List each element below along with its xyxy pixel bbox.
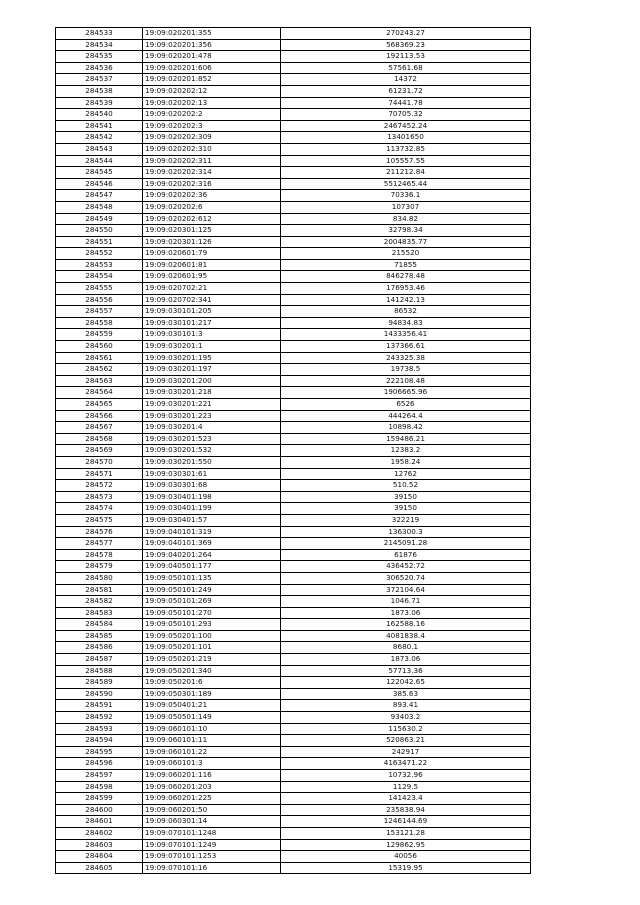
row-number-cell: 284598 — [56, 781, 143, 793]
row-number-cell: 284551 — [56, 236, 143, 248]
value-cell: 10732.96 — [281, 770, 531, 782]
value-cell: 372104.64 — [281, 584, 531, 596]
value-cell: 1906665.96 — [281, 387, 531, 399]
row-number-cell: 284568 — [56, 433, 143, 445]
table-row — [56, 572, 530, 584]
row-number-cell: 284539 — [56, 97, 143, 109]
value-cell: 13401650 — [281, 132, 531, 144]
cadastral-number-cell: 19:09:020201:606 — [143, 62, 281, 74]
cadastral-number-cell: 19:09:030301:61 — [143, 468, 281, 480]
cadastral-number-cell: 19:09:030201:523 — [143, 433, 281, 445]
table-row — [56, 399, 530, 411]
row-number-cell: 284534 — [56, 39, 143, 51]
table-row — [56, 827, 530, 839]
row-number-cell: 284544 — [56, 155, 143, 167]
row-number-cell: 284533 — [56, 28, 143, 39]
table-row — [56, 816, 530, 828]
value-cell: 141242.13 — [281, 294, 531, 306]
row-number-cell: 284584 — [56, 619, 143, 631]
value-cell: 32798.34 — [281, 225, 531, 237]
value-cell: 61876 — [281, 549, 531, 561]
cadastral-number-cell: 19:09:030401:57 — [143, 514, 281, 526]
cadastral-number-cell: 19:09:050101:135 — [143, 572, 281, 584]
value-cell: 444264.4 — [281, 410, 531, 422]
cadastral-number-cell: 19:09:030201:532 — [143, 445, 281, 457]
row-number-cell: 284535 — [56, 51, 143, 63]
value-cell: 1433356.41 — [281, 329, 531, 341]
cadastral-number-cell: 19:09:020202:13 — [143, 97, 281, 109]
cadastral-number-cell: 19:09:020202:2 — [143, 109, 281, 121]
value-cell: 14372 — [281, 74, 531, 86]
table-row — [56, 225, 530, 237]
value-cell: 137366.61 — [281, 341, 531, 353]
row-number-cell: 284591 — [56, 700, 143, 712]
table-row — [56, 352, 530, 364]
row-number-cell: 284565 — [56, 399, 143, 411]
value-cell: 40056 — [281, 851, 531, 863]
cadastral-number-cell: 19:09:030301:68 — [143, 480, 281, 492]
cadastral-number-cell: 19:09:050301:189 — [143, 688, 281, 700]
value-cell: 568369.23 — [281, 39, 531, 51]
table-row — [56, 723, 530, 735]
table-row — [56, 167, 530, 179]
value-cell: 12762 — [281, 468, 531, 480]
row-number-cell: 284590 — [56, 688, 143, 700]
value-cell: 270243.27 — [281, 28, 531, 39]
cadastral-number-cell: 19:09:030201:223 — [143, 410, 281, 422]
table-row — [56, 433, 530, 445]
value-cell: 510.52 — [281, 480, 531, 492]
value-cell: 211212.84 — [281, 167, 531, 179]
row-number-cell: 284550 — [56, 225, 143, 237]
cadastral-number-cell: 19:09:020201:478 — [143, 51, 281, 63]
value-cell: 176953.46 — [281, 283, 531, 295]
table-row — [56, 538, 530, 550]
value-cell: 105557.55 — [281, 155, 531, 167]
table-row — [56, 700, 530, 712]
row-number-cell: 284575 — [56, 514, 143, 526]
cadastral-number-cell: 19:09:020201:355 — [143, 28, 281, 39]
value-cell: 222108.48 — [281, 375, 531, 387]
cadastral-number-cell: 19:09:050201:6 — [143, 677, 281, 689]
row-number-cell: 284586 — [56, 642, 143, 654]
cadastral-number-cell: 19:09:020202:612 — [143, 213, 281, 225]
cadastral-number-cell: 19:09:020202:36 — [143, 190, 281, 202]
data-table — [56, 28, 530, 873]
row-number-cell: 284589 — [56, 677, 143, 689]
value-cell: 2145091.28 — [281, 538, 531, 550]
table-row — [56, 410, 530, 422]
value-cell: 71855 — [281, 259, 531, 271]
table-row — [56, 329, 530, 341]
row-number-cell: 284563 — [56, 375, 143, 387]
value-cell: 192113.53 — [281, 51, 531, 63]
cadastral-number-cell: 19:09:020202:6 — [143, 201, 281, 213]
row-number-cell: 284573 — [56, 491, 143, 503]
table-row — [56, 735, 530, 747]
table-row — [56, 654, 530, 666]
table-row — [56, 491, 530, 503]
row-number-cell: 284577 — [56, 538, 143, 550]
row-number-cell: 284580 — [56, 572, 143, 584]
table-row — [56, 294, 530, 306]
table-row — [56, 364, 530, 376]
table-row — [56, 143, 530, 155]
table-row — [56, 445, 530, 457]
value-cell: 834.82 — [281, 213, 531, 225]
cadastral-number-cell: 19:09:060201:203 — [143, 781, 281, 793]
row-number-cell: 284579 — [56, 561, 143, 573]
table-row — [56, 317, 530, 329]
cadastral-number-cell: 19:09:040501:177 — [143, 561, 281, 573]
table-row — [56, 839, 530, 851]
value-cell: 141423.4 — [281, 793, 531, 805]
value-cell: 520863.21 — [281, 735, 531, 747]
cadastral-number-cell: 19:09:030201:200 — [143, 375, 281, 387]
value-cell: 2004835.77 — [281, 236, 531, 248]
cadastral-number-cell: 19:09:040101:319 — [143, 526, 281, 538]
table-row — [56, 51, 530, 63]
value-cell: 15319.95 — [388, 862, 423, 872]
row-number-cell: 284547 — [56, 190, 143, 202]
value-cell: 153121.28 — [281, 827, 531, 839]
table-row — [56, 97, 530, 109]
row-number-cell: 284569 — [56, 445, 143, 457]
value-cell: 107307 — [281, 201, 531, 213]
row-number-cell: 284556 — [56, 294, 143, 306]
table-row — [56, 341, 530, 353]
table-row — [56, 190, 530, 202]
value-cell: 242917 — [281, 746, 531, 758]
table-row — [56, 271, 530, 283]
table-row — [56, 28, 530, 39]
table-row — [56, 526, 530, 538]
cadastral-number-cell: 19:09:030201:221 — [143, 399, 281, 411]
value-cell: 385.63 — [281, 688, 531, 700]
table-row — [56, 132, 530, 144]
value-cell: 39150 — [281, 503, 531, 515]
cadastral-number-cell: 19:09:030201:1 — [143, 341, 281, 353]
cadastral-number-cell: 19:09:060101:10 — [143, 723, 281, 735]
value-cell: 4081838.4 — [281, 630, 531, 642]
value-cell: 322219 — [281, 514, 531, 526]
cadastral-number-cell: 19:09:030101:3 — [143, 329, 281, 341]
row-number-cell: 284578 — [56, 549, 143, 561]
cadastral-number-cell: 19:09:030201:550 — [143, 456, 281, 468]
table-row — [56, 804, 530, 816]
value-cell: 1246144.69 — [281, 816, 531, 828]
table-row — [56, 758, 530, 770]
cadastral-number-cell: 19:09:020202:309 — [143, 132, 281, 144]
value-cell: 436452.72 — [281, 561, 531, 573]
value-cell: 2467452.24 — [281, 120, 531, 132]
cadastral-number-cell: 19:09:070101:1248 — [143, 827, 281, 839]
table-row — [56, 688, 530, 700]
value-cell: 136300.3 — [281, 526, 531, 538]
cadastral-number-cell: 19:09:020601:95 — [143, 271, 281, 283]
row-number-cell: 284536 — [56, 62, 143, 74]
cadastral-number-cell: 19:09:020601:79 — [143, 248, 281, 260]
row-number-cell: 284552 — [56, 248, 143, 260]
cadastral-number-cell: 19:09:050101:270 — [143, 607, 281, 619]
row-number-cell: 284605 — [56, 862, 143, 873]
cadastral-number-cell: 19:09:030201:197 — [143, 364, 281, 376]
row-number-cell: 284572 — [56, 480, 143, 492]
value-cell: 57713.36 — [281, 665, 531, 677]
row-number-cell: 284562 — [56, 364, 143, 376]
value-cell: 115630.2 — [281, 723, 531, 735]
value-cell: 1873.06 — [281, 607, 531, 619]
table-row — [56, 85, 530, 97]
row-number-cell: 284588 — [56, 665, 143, 677]
cadastral-number-cell: 19:09:050201:100 — [143, 630, 281, 642]
row-number-cell: 284555 — [56, 283, 143, 295]
table-row — [56, 259, 530, 271]
cadastral-number-cell: 19:09:060101:11 — [143, 735, 281, 747]
table-row — [56, 503, 530, 515]
cadastral-number-cell: 19:09:040101:369 — [143, 538, 281, 550]
cadastral-number-cell: 19:09:060101:22 — [143, 746, 281, 758]
cadastral-number-cell: 19:09:050201:101 — [143, 642, 281, 654]
cadastral-number-cell: 19:09:050101:249 — [143, 584, 281, 596]
cadastral-number-cell: 19:09:020702:341 — [143, 294, 281, 306]
value-cell: 122042.65 — [281, 677, 531, 689]
row-number-cell: 284537 — [56, 74, 143, 86]
row-number-cell: 284538 — [56, 85, 143, 97]
cadastral-number-cell: 19:09:020202:3 — [143, 120, 281, 132]
value-cell: 86532 — [281, 306, 531, 318]
row-number-cell: 284567 — [56, 422, 143, 434]
cadastral-number-cell: 19:09:050501:149 — [143, 712, 281, 724]
cadastral-number-cell: 19:09:060101:3 — [143, 758, 281, 770]
cadastral-number-cell: 19:09:030101:217 — [143, 317, 281, 329]
cadastral-number-cell: 19:09:020601:81 — [143, 259, 281, 271]
cadastral-number-cell: 19:09:020301:126 — [143, 236, 281, 248]
cadastral-number-cell: 19:09:020202:311 — [143, 155, 281, 167]
value-cell: 235838.94 — [281, 804, 531, 816]
value-cell: 243325.38 — [281, 352, 531, 364]
table-row — [56, 387, 530, 399]
value-cell: 12383.2 — [281, 445, 531, 457]
table-row — [56, 213, 530, 225]
table-row — [56, 851, 530, 863]
cadastral-number-cell: 19:09:020201:852 — [143, 74, 281, 86]
cadastral-number-cell: 19:09:070101:1249 — [143, 839, 281, 851]
cadastral-number-cell: 19:09:070101:16 — [143, 862, 281, 873]
cadastral-number-cell: 19:09:050201:219 — [143, 654, 281, 666]
table-row — [56, 178, 530, 190]
table-row — [56, 39, 530, 51]
table-row — [56, 74, 530, 86]
value-cell: 6526 — [281, 399, 531, 411]
table-row — [56, 584, 530, 596]
value-cell: 893.41 — [281, 700, 531, 712]
row-number-cell: 284603 — [56, 839, 143, 851]
cadastral-number-cell: 19:09:030401:199 — [143, 503, 281, 515]
cadastral-number-cell: 19:09:060201:50 — [143, 804, 281, 816]
value-cell: 10898.42 — [281, 422, 531, 434]
value-cell: 159486.21 — [281, 433, 531, 445]
row-number-cell: 284592 — [56, 712, 143, 724]
cadastral-number-cell: 19:09:020202:12 — [143, 85, 281, 97]
row-number-cell: 284549 — [56, 213, 143, 225]
cadastral-number-cell: 19:09:020202:314 — [143, 167, 281, 179]
value-cell: 61231.72 — [281, 85, 531, 97]
row-number-cell: 284587 — [56, 654, 143, 666]
cadastral-number-cell: 19:09:040201:264 — [143, 549, 281, 561]
value-cell: 74441.78 — [281, 97, 531, 109]
row-number-cell: 284561 — [56, 352, 143, 364]
table-row — [56, 781, 530, 793]
row-number-cell: 284546 — [56, 178, 143, 190]
table-row — [56, 248, 530, 260]
row-number-cell: 284540 — [56, 109, 143, 121]
table-row — [56, 596, 530, 608]
table-row — [56, 480, 530, 492]
cadastral-number-cell: 19:09:020202:310 — [143, 143, 281, 155]
value-cell: 306520.74 — [281, 572, 531, 584]
value-cell: 70336.1 — [281, 190, 531, 202]
row-number-cell: 284582 — [56, 596, 143, 608]
value-cell: 1046.71 — [281, 596, 531, 608]
cadastral-number-cell: 19:09:060201:225 — [143, 793, 281, 805]
table-row — [56, 619, 530, 631]
value-cell: 1873.06 — [281, 654, 531, 666]
row-number-cell: 284574 — [56, 503, 143, 515]
row-number-cell: 284541 — [56, 120, 143, 132]
value-cell: 93403.2 — [281, 712, 531, 724]
value-cell: 94834.83 — [281, 317, 531, 329]
table-row — [56, 201, 530, 213]
table-row — [56, 630, 530, 642]
row-number-cell: 284601 — [56, 816, 143, 828]
table-row — [56, 677, 530, 689]
table-row — [56, 514, 530, 526]
table-row — [56, 793, 530, 805]
row-number-cell: 284583 — [56, 607, 143, 619]
cadastral-number-cell: 19:09:060201:116 — [143, 770, 281, 782]
value-cell: 113732.85 — [281, 143, 531, 155]
cadastral-number-cell: 19:09:020202:316 — [143, 178, 281, 190]
row-number-cell: 284594 — [56, 735, 143, 747]
row-number-cell: 284576 — [56, 526, 143, 538]
table-row — [56, 665, 530, 677]
row-number-cell: 284558 — [56, 317, 143, 329]
value-cell: 215520 — [281, 248, 531, 260]
cadastral-number-cell: 19:09:050401:21 — [143, 700, 281, 712]
row-number-cell: 284593 — [56, 723, 143, 735]
row-number-cell: 284566 — [56, 410, 143, 422]
value-cell: 162588.16 — [281, 619, 531, 631]
table-body — [56, 28, 530, 873]
table-row — [56, 155, 530, 167]
table-row — [56, 770, 530, 782]
table-row — [56, 306, 530, 318]
row-number-cell: 284543 — [56, 143, 143, 155]
value-cell: 19738.5 — [281, 364, 531, 376]
table-row — [56, 607, 530, 619]
table-row — [56, 549, 530, 561]
value-cell: 1129.5 — [281, 781, 531, 793]
cadastral-number-cell: 19:09:020702:21 — [143, 283, 281, 295]
row-number-cell: 284557 — [56, 306, 143, 318]
table-row — [56, 468, 530, 480]
value-cell: 8680.1 — [281, 642, 531, 654]
table-row — [56, 712, 530, 724]
row-number-cell: 284542 — [56, 132, 143, 144]
cadastral-number-cell: 19:09:020301:125 — [143, 225, 281, 237]
row-number-cell: 284599 — [56, 793, 143, 805]
row-number-cell: 284600 — [56, 804, 143, 816]
value-cell: 39150 — [281, 491, 531, 503]
cadastral-number-cell: 19:09:030401:198 — [143, 491, 281, 503]
row-number-cell: 284596 — [56, 758, 143, 770]
cadastral-number-cell: 19:09:030101:205 — [143, 306, 281, 318]
cadastral-number-cell: 19:09:030201:218 — [143, 387, 281, 399]
cadastral-number-cell: 19:09:050101:293 — [143, 619, 281, 631]
value-cell: 846278.48 — [281, 271, 531, 283]
cadastral-number-cell: 19:09:020201:356 — [143, 39, 281, 51]
row-number-cell: 284560 — [56, 341, 143, 353]
value-cell: 129862.95 — [281, 839, 531, 851]
row-number-cell: 284570 — [56, 456, 143, 468]
row-number-cell: 284548 — [56, 201, 143, 213]
row-number-cell: 284545 — [56, 167, 143, 179]
table-row — [56, 746, 530, 758]
table-row — [56, 456, 530, 468]
row-number-cell: 284597 — [56, 770, 143, 782]
value-cell: 57561.68 — [281, 62, 531, 74]
table-row — [56, 283, 530, 295]
row-number-cell: 284585 — [56, 630, 143, 642]
row-number-cell: 284604 — [56, 851, 143, 863]
table-row — [56, 642, 530, 654]
cadastral-number-cell: 19:09:060301:14 — [143, 816, 281, 828]
cadastral-number-cell: 19:09:030201:195 — [143, 352, 281, 364]
row-number-cell: 284602 — [56, 827, 143, 839]
data-table-container — [55, 27, 531, 874]
table-row — [56, 862, 530, 873]
value-cell: 70705.32 — [281, 109, 531, 121]
table-row — [56, 422, 530, 434]
table-row — [56, 120, 530, 132]
cadastral-number-cell: 19:09:030201:4 — [143, 422, 281, 434]
table-row — [56, 375, 530, 387]
value-cell: 4163471.22 — [281, 758, 531, 770]
value-cell: 1958.24 — [281, 456, 531, 468]
row-number-cell: 284595 — [56, 746, 143, 758]
cadastral-number-cell: 19:09:050101:269 — [143, 596, 281, 608]
row-number-cell: 284564 — [56, 387, 143, 399]
cadastral-number-cell: 19:09:050201:340 — [143, 665, 281, 677]
row-number-cell: 284571 — [56, 468, 143, 480]
table-row — [56, 236, 530, 248]
table-row — [56, 109, 530, 121]
row-number-cell: 284581 — [56, 584, 143, 596]
row-number-cell: 284559 — [56, 329, 143, 341]
value-cell: 5512465.44 — [281, 178, 531, 190]
row-number-cell: 284554 — [56, 271, 143, 283]
table-row — [56, 62, 530, 74]
table-row — [56, 561, 530, 573]
cadastral-number-cell: 19:09:070101:1253 — [143, 851, 281, 863]
row-number-cell: 284553 — [56, 259, 143, 271]
